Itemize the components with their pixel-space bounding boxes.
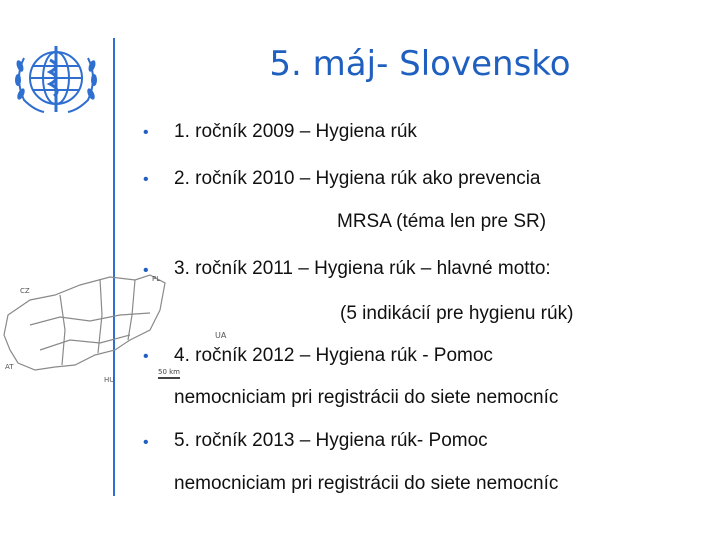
map-label-hu: HU bbox=[104, 376, 115, 384]
bullet-5-text: 5. ročník 2013 – Hygiena rúk- Pomoc bbox=[174, 430, 488, 451]
map-label-ua: UA bbox=[215, 331, 227, 340]
bullet-dot: • bbox=[143, 262, 149, 279]
bullet-2-continuation: MRSA (téma len pre SR) bbox=[337, 211, 547, 232]
bullet-5-continuation: nemocniciam pri registrácii do siete nemocníc bbox=[174, 473, 559, 494]
bullet-4-continuation: nemocniciam pri registrácii do siete nemocníc bbox=[174, 387, 559, 408]
who-logo bbox=[10, 38, 102, 118]
bullet-dot: • bbox=[143, 124, 149, 141]
map-label-cz: CZ bbox=[20, 287, 30, 295]
map-scale-label: 50 km bbox=[158, 368, 180, 379]
bullet-1-text: 1. ročník 2009 – Hygiena rúk bbox=[174, 121, 417, 142]
bullet-3-continuation: (5 indikácií pre hygienu rúk) bbox=[340, 303, 574, 324]
bullet-3-text: 3. ročník 2011 – Hygiena rúk – hlavné motto: bbox=[174, 258, 551, 279]
bullet-dot: • bbox=[143, 348, 149, 365]
bullet-dot: • bbox=[143, 171, 149, 188]
map-label-at: AT bbox=[5, 363, 14, 371]
map-label-pl: PL bbox=[152, 275, 161, 283]
bullet-dot: • bbox=[143, 434, 149, 451]
bullet-4-text: 4. ročník 2012 – Hygiena rúk - Pomoc bbox=[174, 345, 493, 366]
slide-title: 5. máj- Slovensko bbox=[269, 44, 571, 84]
bullet-2-text: 2. ročník 2010 – Hygiena rúk ako prevencia bbox=[174, 168, 541, 189]
